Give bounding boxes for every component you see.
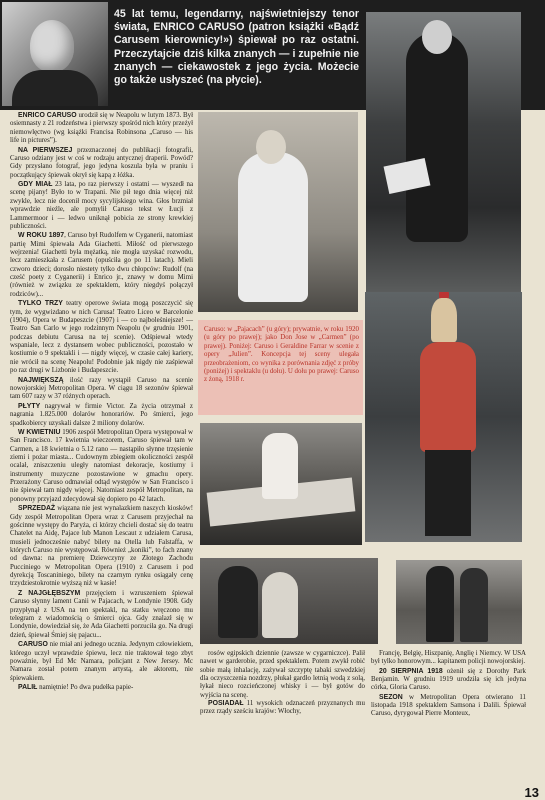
paragraph-text: 1906 zespół Metropolitan Opera występował w San Francisco. 17 kwietnia wieczorem, Caruso śpiewał tam w Carmen, a 18 kwietnia o 5.12 rano — nastąpiło słynne trzęsienie ziemi i pożar miasta... Cudownym zbiegiem okoliczności zespół ocalał, zniszczeniu uległy natomiast dekoracje, kostiumy i instrumenty muzyczne pozostawione w gmachu opery. Przerażony Caruso odmawiał odtąd występów w San Francisco i nie śpiewał tam nigdy więcej. Natomiast zespół Metropolitan, na ponowny przyjazd zdecydował się dopiero po 42 latach. xyxy=(10,429,193,503)
paragraph-text: przejęciem i wzruszeniem śpiewał Caruso słynny lament Canii w Pajacach, w Londynie 1908. Gdy przypłynął z USA na ten spektakl, na statku wręczono mu telegram z wiadomością o śmierci ojca. Gdy znalazł się w Londynie, dowiedział się, że Ada Giachetti porzuciła go. Na drugi dzień, śpiewał Śmiej się pajacu... xyxy=(10,589,193,639)
photo-figure xyxy=(406,32,468,242)
paragraph-lead: GDY MIAŁ xyxy=(18,181,53,189)
paragraph-lead: W ROKU 1897 xyxy=(18,232,65,240)
paragraph-lead: ENRICO CARUSO xyxy=(18,112,77,119)
paragraph-lead: CARUSO xyxy=(18,641,48,649)
paragraph xyxy=(371,650,526,667)
paragraph-text: przeznaczonej do publikacji fotografii, Caruso odziany jest w coś w rodzaju antycznej draperii. Powód? Gdy przysłano fotograf, jego jedyna koszula była w praniu i początkujący śpiewak okrył się kapą z łóżka. xyxy=(10,146,194,179)
paragraph-lead: SPRZEDAŻ xyxy=(18,505,56,513)
photo-julien-rehearsal xyxy=(200,423,362,545)
photo-uniform-trousers xyxy=(425,450,471,536)
paragraph xyxy=(10,429,193,504)
paragraph-lead: NA PIERWSZEJ xyxy=(18,146,73,154)
photo-caption-box xyxy=(198,320,363,415)
paragraph xyxy=(10,112,193,145)
photo-figure-light xyxy=(262,572,298,638)
photo-caruso-don-jose xyxy=(365,292,522,542)
paragraph-text: wiązana nie jest wynalazkiem naszych kiosków! Gdy zespół Metropolitan Opera wraz z Carusem przyjechał na gościnne występy do Paryża, ci którzy chcieli dostać się do teatru Chatelet na Aidę, Pajace lub Manon Lescaut z udziałem Carusa, musieli jednocześnie nabyć bilety na Otella lub Falstaffa, w których Caruso nie występował. Również „koniki”, to fach znany od dawna: na premierę Dziewczyny ze Złotego Zachodu Pucciniego w Metropolitan Opera (1910) z Carusem i pod dyrekcją Toscaniniego, bilety na czarnym rynku osiągały cenę trzydziestokrotnie wyższą niż w kasie! xyxy=(10,505,193,588)
paragraph-text: 23 lata, po raz pierwszy i ostatni — wyszedł na scenę pijany! Było to w Trapani. Nie pił tego dnia więcej niż zwykle, lecz nie docenił mocy sycylijskiego wina. Głos brzmiał wprawdzie nieźle, ale pomylił Caruso tekst w Łucji z Lammermoor i — ledwo uniknął pobicia ze strony krewkiej publiczności. xyxy=(10,181,193,230)
paragraph xyxy=(10,590,193,640)
paragraph-text: , Caruso był Rudolfem w Cyganerii, natomiast partię Mimi śpiewała Ada Giachetti. Miłość od pierwszego wejrzenia! Giachetti była mężatką, nie mogła uzyskać rozwodu, lecz zamieszkała z Carusem (opuściła go po 11 latach). Mieli czworo dzieci; dorosło niestety tylko dwu chłopców: Rudolf (na cześć poety z Cyganerii) i Enrico jr., znawy w domu Mimi (również w związku ze spektaklem, który niegdyś połączył rodziców)... xyxy=(10,232,193,298)
paragraph-lead: PALIŁ xyxy=(18,684,38,692)
paragraph xyxy=(371,668,526,693)
paragraph-text: nagrywał w firmie Victor. Za życia otrzymał z nagrania 1.825.000 dolarów honorariów. Po śmierci, jego spadkobiercy uzyskali dalsze 2 miliony dolarów. xyxy=(10,402,193,427)
paragraph xyxy=(10,377,193,402)
page-number: 13 xyxy=(524,785,539,800)
paragraph-text: Francję, Belgię, Hiszpanię, Anglię i Niemcy. W USA był tylko honorowym... kapitanem policji nowojorskiej. xyxy=(371,650,526,666)
photo-figure-man xyxy=(426,566,454,642)
paragraph-text: w Metropolitan Opera otwierano 11 listopada 1918 spektaklem Samsona i Dalili. Śpiewał Caruso, dyrygował Pierre Monteux, xyxy=(371,693,526,718)
paragraph xyxy=(10,684,193,692)
paragraph-text: urodził się w Neapolu w lutym 1873. Był osiemnasty z 21 rodzeństwa i pierwszy spośród nich który przeżył niemowlęctwo (wg książki Francisa Robinsona „Caruso — his life in pictures”). xyxy=(10,112,193,145)
paragraph-text: namiętnie! Po dwa pudełka papie- xyxy=(37,684,134,692)
photo-figure-head xyxy=(256,130,286,164)
paragraph xyxy=(10,147,193,180)
paragraph-lead: SEZON xyxy=(379,693,403,701)
paragraph xyxy=(10,641,193,683)
article-column-1 xyxy=(10,112,193,694)
paragraph-lead: 20 SIERPNIA 1918 xyxy=(379,667,443,675)
paragraph xyxy=(371,694,526,719)
paragraph xyxy=(10,181,193,231)
paragraph xyxy=(10,300,193,375)
paragraph-text: teatry operowe świata mogą poszczycić się tym, że wygwizdano w nich Carusa! Teatro Liceo w Barcelonie (1904), Opera w Budapeszcie (1907) i — co najboleśniejsze! — Teatro San Carlo w jego rodzinnym Neapolu (w grudniu 1901, podczas debiutu Carusa na tej scenie). Odśpiewał wtedy wspaniale, lecz z dystansem wobec publiczności, pozostało w kostiumie o 9 spektakli i — nigdy więcej, w czasie całej kariery, nie wrócił na scenę Neapolu! Podobnie jak nigdy nie zaśpiewał po raz drugi w Lizbonie i Budapeszcie. xyxy=(10,300,193,375)
portrait-suit xyxy=(12,70,98,106)
photo-figure-dark xyxy=(218,566,258,638)
paragraph-lead: POSIADAŁ xyxy=(208,700,244,708)
paragraph xyxy=(10,232,193,299)
article-column-2 xyxy=(200,650,365,717)
paragraph-lead: TYLKO TRZY xyxy=(18,300,63,308)
photo-uniform-jacket xyxy=(420,342,476,452)
header-intro-text: 45 lat temu, legendarny, najświetniejszy tenor świata, ENRICO CARUSO (patron książki «Bądź Carusem kierownicy!») śpiewał po raz ostatni. Przeczytajcie dziś kilka znanych — i zupełnie nie znanych — ciekawostek z jego życia. Możecie go także usłyszeć (na płycie). xyxy=(114,8,359,87)
photo-julien-performance xyxy=(200,558,378,644)
portrait-face xyxy=(30,20,74,72)
paragraph-text: 11 wysokich odznaczeń przyznanych mu przez rządy sześciu krajów: Włochy, xyxy=(200,700,365,716)
paragraph xyxy=(200,650,365,700)
paragraph-lead: NAJWIĘKSZĄ xyxy=(18,376,64,384)
photo-caruso-1920-reading xyxy=(366,12,521,292)
article-column-3 xyxy=(371,650,526,720)
paragraph xyxy=(10,403,193,428)
paragraph-lead: W KWIETNIU xyxy=(18,429,61,437)
paragraph-text: ożenił się z Dorothy Park Benjamin. W grudniu 1919 urodziła się ich jedyna córka, Gloria Caruso. xyxy=(371,667,526,692)
caption-text: Caruso: w „Pajacach” (u góry); prywatnie, w roku 1920 (u góry po prawej); jako Don Jose w „Carmen” (po prawej). Poniżej: Caruso i Geraldine Farrar w scenie z opery „Julien”. Koncepcja tej sceny ulegała przeobrażeniom, co wynika z porównania zdjęć z próby (poniżej) i spektaklu (u dołu). U dołu po prawej: Caruso z żoną, 1918 r. xyxy=(204,326,360,384)
photo-standing-figure xyxy=(262,433,298,499)
photo-helmet xyxy=(431,298,457,342)
paragraph xyxy=(10,505,193,588)
photo-caruso-pajace xyxy=(198,112,358,312)
paragraph-text: nie miał ani jednego ucznia. Jedynym człowiekiem, którego uczył wprawdzie śpiewu, lecz nie traktował tego zbyt poważnie, był Ed Mc Namara, policjant z New Jersey. Mc Namara został potem znanym artystą, ale aktorem, nie śpiewakiem. xyxy=(10,641,193,682)
photo-figure-woman xyxy=(460,568,488,642)
paragraph-lead: PŁYTY xyxy=(18,402,41,410)
photo-figure-head xyxy=(422,20,452,54)
paragraph-text: rosów egipskich dziennie (zawsze w cygarniczce). Palił nawet w garderobie, przed spektaklem. Potem zwykł robić sobie małą inhalację, zażywał szczyptę tabaki szwedzkiej dla oczyszczenia nozdrzy, płukał gardło letnią wodą z solą, łykał nieco rozcieńczonej whisky i — był gotów do wyjścia na scenę. xyxy=(200,650,365,699)
paragraph-text: ilość razy wystąpił Caruso na scenie nowojorskiej Metropolitan Opera. W ciągu 18 sezonów śpiewał tam 607 razy w 37 różnych operach. xyxy=(10,376,193,401)
photo-caruso-with-wife xyxy=(396,560,522,644)
photo-clown-costume xyxy=(238,152,308,302)
portrait-photo-caruso xyxy=(2,2,108,106)
paragraph-lead: Z NAJGŁĘBSZYM xyxy=(18,589,81,597)
paragraph xyxy=(200,700,365,717)
